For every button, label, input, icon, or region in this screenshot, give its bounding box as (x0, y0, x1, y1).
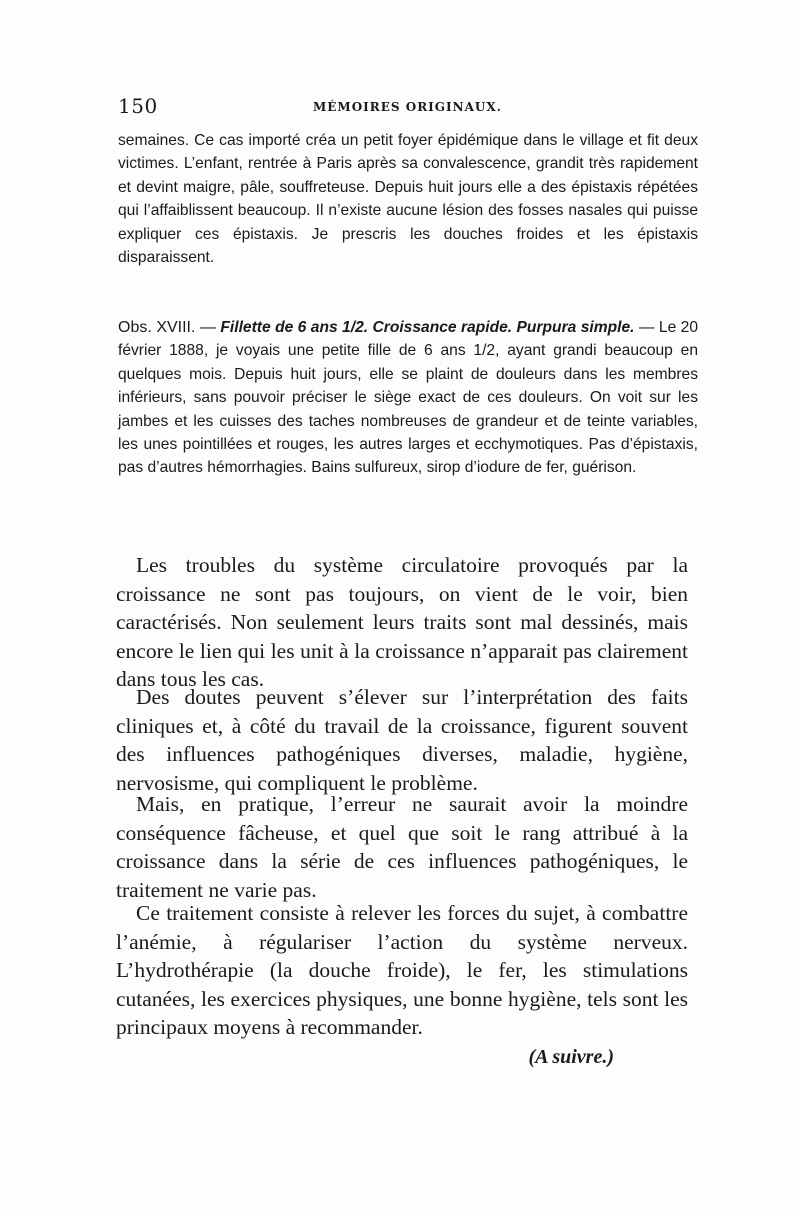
paragraph-in-practice: Mais, en pratique, l’erreur ne saurait avoir la moindre conséquence fâcheuse, et quel que soit le rang attribué à la croissance dans la série de ces influences pathogéniques, le traitement ne varie pas. (116, 792, 688, 902)
running-head: MÉMOIRES ORIGINAUX. (313, 100, 502, 114)
paragraph-case-continuation: semaines. Ce cas importé créa un petit foyer épidémique dans le village et fit deux victimes. L’enfant, rentrée à Paris après sa convalescence, grandit très rapidement et devint maigre, pâle, souffreteuse. Depuis huit jours elle a des épistaxis répétées qui l’affaiblissent beaucoup. Il n’existe aucune lésion des fosses nasales qui puisse expliquer ces épistaxis. Je prescris les douches froides et les épistaxis disparaissent. (118, 132, 698, 267)
page-number: 150 (118, 94, 158, 118)
observation-label: Obs. XVIII. — (118, 319, 216, 336)
paragraph-circulatory-troubles: Les troubles du système circulatoire provoqués par la croissance ne sont pas toujours, on vient de le voir, bien caractérisés. Non seulement leurs traits sont mal dessinés, mais encore le lien qui les unit à la croissance n’apparait pas clairement dans tous les cas. (116, 553, 688, 692)
observation-body: — Le 20 février 1888, je voyais une petite fille de 6 ans 1/2, ayant grandi beaucoup en quelques mois. Depuis huit jours, elle se plaint de douleurs dans les membres inférieurs, sans pouvoir préciser le siège exact de ces douleurs. On voit sur les jambes et les cuisses des taches nombreuses de grandeur et de teinte variables, les unes pointillées et rouges, les autres larges et ecchymotiques. Pas d’épistaxis, pas d’autres hémorrhagies. Bains sulfureux, sirop d’iodure de fer, guérison. (118, 319, 699, 477)
page-header (118, 94, 688, 120)
paragraph-observation-xviii (118, 316, 698, 480)
paragraph-doubts: Des doutes peuvent s’élever sur l’interprétation des faits cliniques et, à côté du travail de la croissance, figurent souvent des influences pathogéniques diverses, maladie, hygiène, nervosisme, qui compliquent le problème. (116, 685, 688, 795)
observation-title: Fillette de 6 ans 1/2. Croissance rapide. Purpura simple. (220, 319, 635, 336)
paragraph-treatment: Ce traitement consiste à relever les forces du sujet, à combattre l’anémie, à régulariser l’action du système nerveux. L’hydrothérapie (la douche froide), le fer, les stimulations cutanées, les exercices physiques, une bonne hygiène, tels sont les principaux moyens à recommander. (116, 901, 688, 1040)
to-be-continued: (A suivre.) (528, 1046, 614, 1068)
